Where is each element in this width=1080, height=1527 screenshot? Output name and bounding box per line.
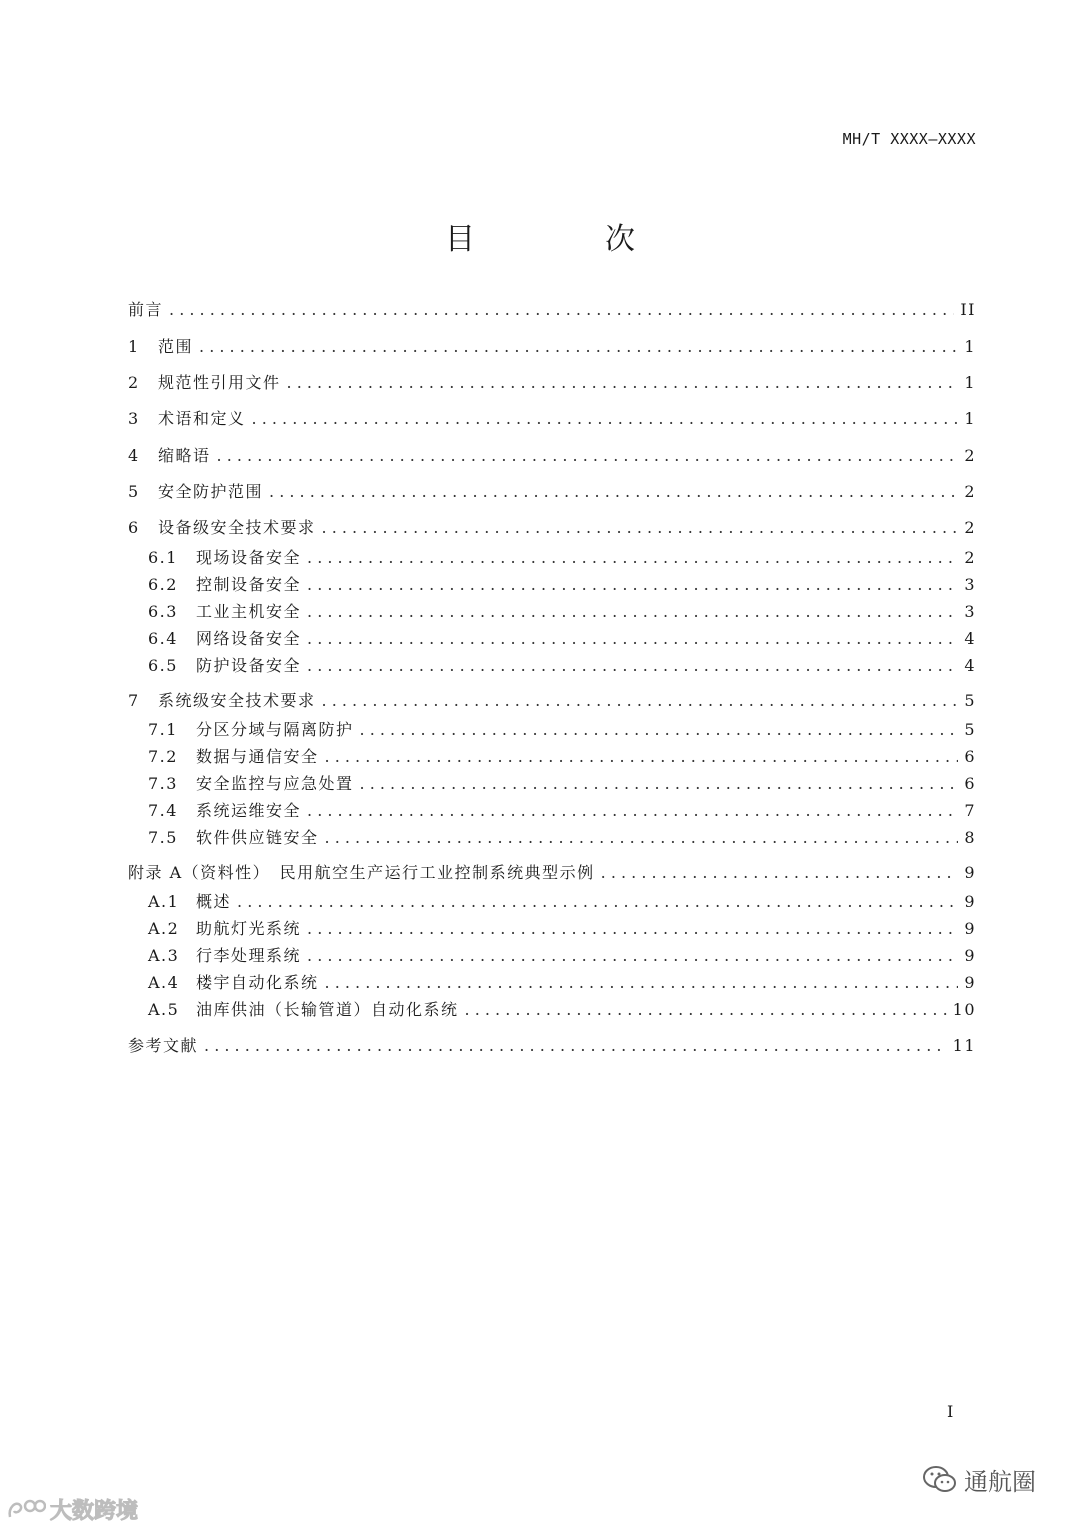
toc-entry-number: 7.1 <box>148 720 178 739</box>
toc-entry-page: 9 <box>964 973 976 992</box>
toc-entry-page: II <box>960 300 976 319</box>
toc-entry-page: 1 <box>964 337 976 356</box>
document-code: MH/T XXXX—XXXX <box>842 130 976 148</box>
toc-entry[interactable] <box>148 944 976 968</box>
watermark-right <box>922 1462 1036 1497</box>
toc-entry-number: A.2 <box>148 919 180 938</box>
toc-entry-page: 4 <box>964 656 976 675</box>
toc-entry-page: 1 <box>964 409 976 428</box>
toc-entry-label: 分区分域与隔离防护 <box>196 720 354 739</box>
toc-entry[interactable] <box>148 772 976 796</box>
page-number: I <box>947 1402 954 1421</box>
toc-entry-number: 2 <box>128 373 140 392</box>
toc-entry[interactable] <box>128 516 976 540</box>
toc-entry[interactable] <box>148 998 976 1022</box>
watermark-left-text: 大数跨境 <box>50 1499 139 1524</box>
toc-entry[interactable] <box>148 718 976 742</box>
toc-entry-page: 2 <box>964 518 976 537</box>
toc-entry-label: 系统级安全技术要求 <box>158 691 316 710</box>
toc-entry-page: 9 <box>964 946 976 965</box>
watermark-right-text: 通航圈 <box>964 1468 1036 1496</box>
toc-leader-dots <box>307 654 958 678</box>
toc-entry-label: 网络设备安全 <box>196 629 302 648</box>
toc-entry-label: 术语和定义 <box>158 409 246 428</box>
toc-entry[interactable] <box>148 917 976 941</box>
toc-entry[interactable] <box>148 546 976 570</box>
toc-entry-page: 3 <box>964 575 976 594</box>
toc-entry-number: 3 <box>128 409 140 428</box>
toc-entry[interactable] <box>128 480 976 504</box>
toc-entry-label: 设备级安全技术要求 <box>158 518 316 537</box>
toc-leader-dots <box>307 627 958 651</box>
toc-entry-page: 10 <box>952 1000 976 1019</box>
toc-leader-dots <box>307 546 958 570</box>
toc-entry-label: 现场设备安全 <box>196 548 302 567</box>
toc-leader-dots <box>204 1034 947 1058</box>
toc-leader-dots <box>322 516 959 540</box>
toc-entry-label: 前言 <box>128 300 164 319</box>
toc-entry-label: 防护设备安全 <box>196 656 302 675</box>
toc-leader-dots <box>237 890 958 914</box>
toc-leader-dots <box>252 407 959 431</box>
toc-entry-number: 6.1 <box>148 548 178 567</box>
toc-entry-label: 安全监控与应急处置 <box>196 774 354 793</box>
toc-entry-number: 7.2 <box>148 747 178 766</box>
toc-entry-number: 7.5 <box>148 828 178 847</box>
toc-entry[interactable] <box>128 371 976 395</box>
toc-entry-page: 5 <box>964 691 976 710</box>
toc-entry-label: 规范性引用文件 <box>158 373 281 392</box>
toc-entry-label: 系统运维安全 <box>196 801 302 820</box>
toc-entry-number: 6.5 <box>148 656 178 675</box>
toc-entry-number: A.5 <box>148 1000 180 1019</box>
toc-leader-dots <box>307 799 958 823</box>
toc-leader-dots <box>307 944 958 968</box>
toc-entry-page: 2 <box>964 548 976 567</box>
toc-leader-dots <box>287 371 959 395</box>
toc-entry-label: 范围 <box>158 337 194 356</box>
toc-entry[interactable] <box>128 861 976 885</box>
toc-entry-page: 8 <box>964 828 976 847</box>
toc-entry-page: 5 <box>964 720 976 739</box>
toc-leader-dots <box>307 573 958 597</box>
toc-entry-label: 概述 <box>196 892 232 911</box>
toc-entry-label: 软件供应链安全 <box>196 828 319 847</box>
wechat-icon <box>922 1465 958 1495</box>
toc-entry-number: 5 <box>128 482 140 501</box>
toc-leader-dots <box>322 689 959 713</box>
toc-entry[interactable] <box>128 1034 976 1058</box>
toc-entry[interactable] <box>148 627 976 651</box>
watermark-left <box>6 1494 138 1525</box>
toc-entry-number: A.1 <box>148 892 180 911</box>
toc-leader-dots <box>325 826 959 850</box>
toc-entry-label: 安全防护范围 <box>158 482 264 501</box>
toc-leader-dots <box>269 480 958 504</box>
toc-entry-page: 1 <box>964 373 976 392</box>
toc-entry[interactable] <box>148 826 976 850</box>
toc-entry[interactable] <box>128 689 976 713</box>
toc-entry[interactable] <box>148 890 976 914</box>
toc-entry-page: 6 <box>964 747 976 766</box>
toc-entry-page: 2 <box>964 446 976 465</box>
toc-entry[interactable] <box>128 407 976 431</box>
toc-entry-label: 油库供油（长输管道）自动化系统 <box>196 1000 459 1019</box>
toc-entry-number: A.4 <box>148 973 180 992</box>
watermark-logo-icon <box>6 1497 46 1523</box>
toc-leader-dots <box>325 971 959 995</box>
toc-entry-number: A.3 <box>148 946 180 965</box>
toc-leader-dots <box>307 917 958 941</box>
toc-entry-number: 7 <box>128 691 140 710</box>
toc-entry[interactable] <box>148 600 976 624</box>
toc-leader-dots <box>465 998 947 1022</box>
toc-leader-dots <box>217 444 959 468</box>
toc-leader-dots <box>169 298 954 322</box>
toc-entry-page: 6 <box>964 774 976 793</box>
toc-entry-label: 行李处理系统 <box>196 946 302 965</box>
toc-entry-page: 2 <box>964 482 976 501</box>
toc-entry-page: 9 <box>964 863 976 882</box>
toc-entry[interactable] <box>148 745 976 769</box>
toc-leader-dots <box>601 861 959 885</box>
toc-entry-number: 6 <box>128 518 140 537</box>
toc-entry[interactable] <box>148 799 976 823</box>
toc-entry-page: 11 <box>952 1036 976 1055</box>
toc-entry[interactable] <box>148 573 976 597</box>
toc-entry-page: 4 <box>964 629 976 648</box>
toc-entry-page: 9 <box>964 919 976 938</box>
toc-entry-page: 3 <box>964 602 976 621</box>
toc-entry[interactable] <box>148 971 976 995</box>
toc-entry-label: 参考文献 <box>128 1036 199 1055</box>
toc-entry-label: 缩略语 <box>158 446 211 465</box>
toc-leader-dots <box>325 745 959 769</box>
toc-entry-number: 6.2 <box>148 575 178 594</box>
toc-entry-number: 6.3 <box>148 602 178 621</box>
toc-entry-number: 6.4 <box>148 629 178 648</box>
toc-entry-number: 7.4 <box>148 801 178 820</box>
toc-entry[interactable] <box>128 335 976 359</box>
toc-title: 目 次 <box>445 222 685 257</box>
toc-entry[interactable] <box>128 444 976 468</box>
table-of-contents <box>128 0 976 1100</box>
toc-entry[interactable] <box>128 298 976 322</box>
toc-entry-number: 4 <box>128 446 140 465</box>
toc-leader-dots <box>307 600 958 624</box>
toc-leader-dots <box>360 772 959 796</box>
toc-leader-dots <box>199 335 958 359</box>
toc-entry-page: 9 <box>964 892 976 911</box>
toc-entry-label: 楼宇自动化系统 <box>196 973 319 992</box>
toc-entry-label: 数据与通信安全 <box>196 747 319 766</box>
toc-entry-label: 助航灯光系统 <box>196 919 302 938</box>
toc-entry-label: 工业主机安全 <box>196 602 302 621</box>
toc-entry-number: 7.3 <box>148 774 178 793</box>
toc-entry[interactable] <box>148 654 976 678</box>
toc-entry-label: 控制设备安全 <box>196 575 302 594</box>
toc-entry-number: 1 <box>128 337 140 356</box>
toc-entry-page: 7 <box>964 801 976 820</box>
toc-leader-dots <box>360 718 959 742</box>
toc-entry-label: 附录 A（资料性） 民用航空生产运行工业控制系统典型示例 <box>128 863 595 882</box>
